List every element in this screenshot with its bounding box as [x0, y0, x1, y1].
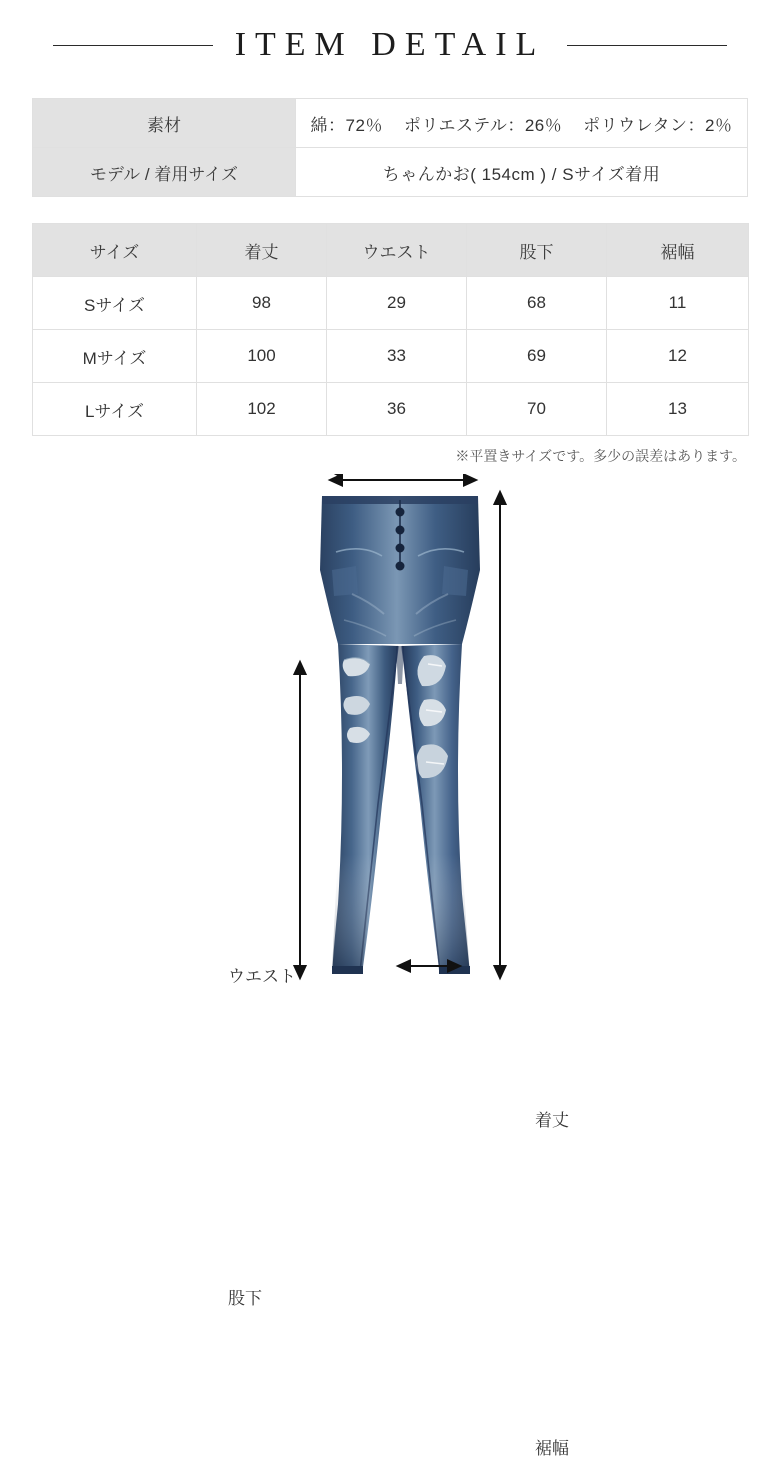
spec-value-material	[296, 99, 748, 148]
size-table-wrap	[0, 223, 780, 436]
table-row	[33, 148, 748, 197]
measurement-note: ※平置きサイズです。多少の誤差はあります。	[455, 448, 746, 464]
spec-label-material: 素材	[33, 99, 296, 148]
jeans-illustration	[0, 474, 780, 994]
table-row	[33, 330, 749, 383]
waist-arrow-line	[330, 475, 476, 486]
title-rule-right	[567, 45, 727, 46]
diagram-label-length: 着丈	[535, 1111, 569, 1130]
table-row	[33, 99, 748, 148]
measure-arrows	[330, 474, 470, 476]
size-header-inseam: 股下	[467, 224, 607, 277]
size-cell-hem: 13	[607, 383, 749, 436]
spec-table-wrap	[0, 98, 780, 197]
size-header-size: サイズ	[33, 224, 197, 277]
spec-table	[32, 98, 748, 197]
size-table	[32, 223, 749, 436]
spec-value-model: ちゃんかお( 154cm ) / Sサイズ着用	[296, 148, 748, 197]
size-cell-length: 100	[197, 330, 327, 383]
inseam-arrow	[295, 662, 306, 978]
size-cell-inseam: 70	[467, 383, 607, 436]
material-polyurethane: ポリウレタン：2％	[583, 115, 733, 135]
spec-label-model: モデル / 着用サイズ	[33, 148, 296, 197]
size-header-length: 着丈	[197, 224, 327, 277]
size-cell-hem: 11	[607, 277, 749, 330]
size-cell-inseam: 68	[467, 277, 607, 330]
size-cell-name: Mサイズ	[33, 330, 197, 383]
size-cell-waist: 36	[327, 383, 467, 436]
table-header-row	[33, 224, 749, 277]
diagram-label-waist: ウエスト	[228, 967, 296, 986]
size-header-hem: 裾幅	[607, 224, 749, 277]
jeans-shape	[320, 496, 480, 974]
distress-right	[416, 655, 448, 778]
hem-arrow	[398, 961, 460, 972]
size-cell-length: 98	[197, 277, 327, 330]
size-diagram	[0, 474, 780, 1458]
length-arrow	[495, 492, 506, 978]
table-row	[33, 383, 749, 436]
size-cell-inseam: 69	[467, 330, 607, 383]
material-polyester: ポリエステル：26％	[403, 115, 563, 135]
size-cell-hem: 12	[607, 330, 749, 383]
page-title: ITEM DETAIL	[234, 26, 546, 63]
size-header-waist: ウエスト	[327, 224, 467, 277]
size-cell-name: Sサイズ	[33, 277, 197, 330]
table-row	[33, 277, 749, 330]
page-title-row	[0, 26, 780, 64]
size-cell-name: Lサイズ	[33, 383, 197, 436]
size-cell-waist: 29	[327, 277, 467, 330]
diagram-label-inseam: 股下	[228, 1289, 262, 1308]
title-rule-left	[53, 45, 213, 46]
size-cell-waist: 33	[327, 330, 467, 383]
diagram-label-hem: 裾幅	[535, 1439, 569, 1458]
material-cotton: 綿：72％	[310, 115, 383, 135]
size-cell-length: 102	[197, 383, 327, 436]
